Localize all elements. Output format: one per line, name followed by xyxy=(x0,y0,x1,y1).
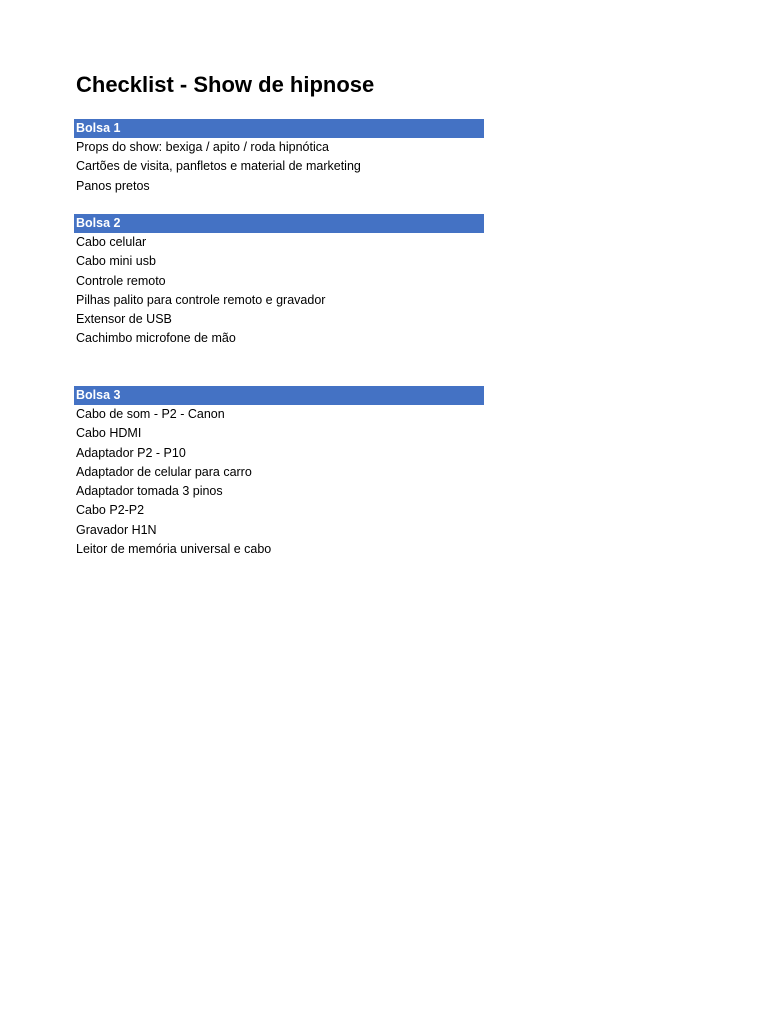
list-item: Cachimbo microfone de mão xyxy=(76,331,236,346)
list-item: Gravador H1N xyxy=(76,522,157,537)
list-item: Cartões de visita, panfletos e material de marketing xyxy=(76,159,361,174)
list-item: Cabo de som - P2 - Canon xyxy=(76,407,225,421)
list-item: Cabo HDMI xyxy=(76,426,142,441)
section-bolsa-3 xyxy=(74,386,484,559)
list-item: Cabo mini usb xyxy=(76,254,156,269)
section-header: Bolsa 3 xyxy=(74,386,484,405)
section-bolsa-2 xyxy=(74,214,484,349)
list-item: Extensor de USB xyxy=(76,312,172,327)
list-item: Cabo celular xyxy=(76,235,147,249)
section-bolsa-1 xyxy=(74,119,484,196)
list-item: Cabo P2-P2 xyxy=(76,503,145,518)
list-item: Adaptador de celular para carro xyxy=(76,464,252,479)
list-item: Controle remoto xyxy=(76,273,166,288)
page-title: Checklist - Show de hipnose xyxy=(76,72,375,97)
section-header: Bolsa 2 xyxy=(74,214,484,233)
list-item: Panos pretos xyxy=(76,178,150,193)
section-header: Bolsa 1 xyxy=(74,119,484,138)
list-item: Leitor de memória universal e cabo xyxy=(76,542,272,557)
list-item: Adaptador tomada 3 pinos xyxy=(76,484,223,499)
list-item: Adaptador P2 - P10 xyxy=(76,445,186,460)
list-item: Props do show: bexiga / apito / roda hipnótica xyxy=(76,140,329,154)
list-item: Pilhas palito para controle remoto e gravador xyxy=(76,292,326,307)
